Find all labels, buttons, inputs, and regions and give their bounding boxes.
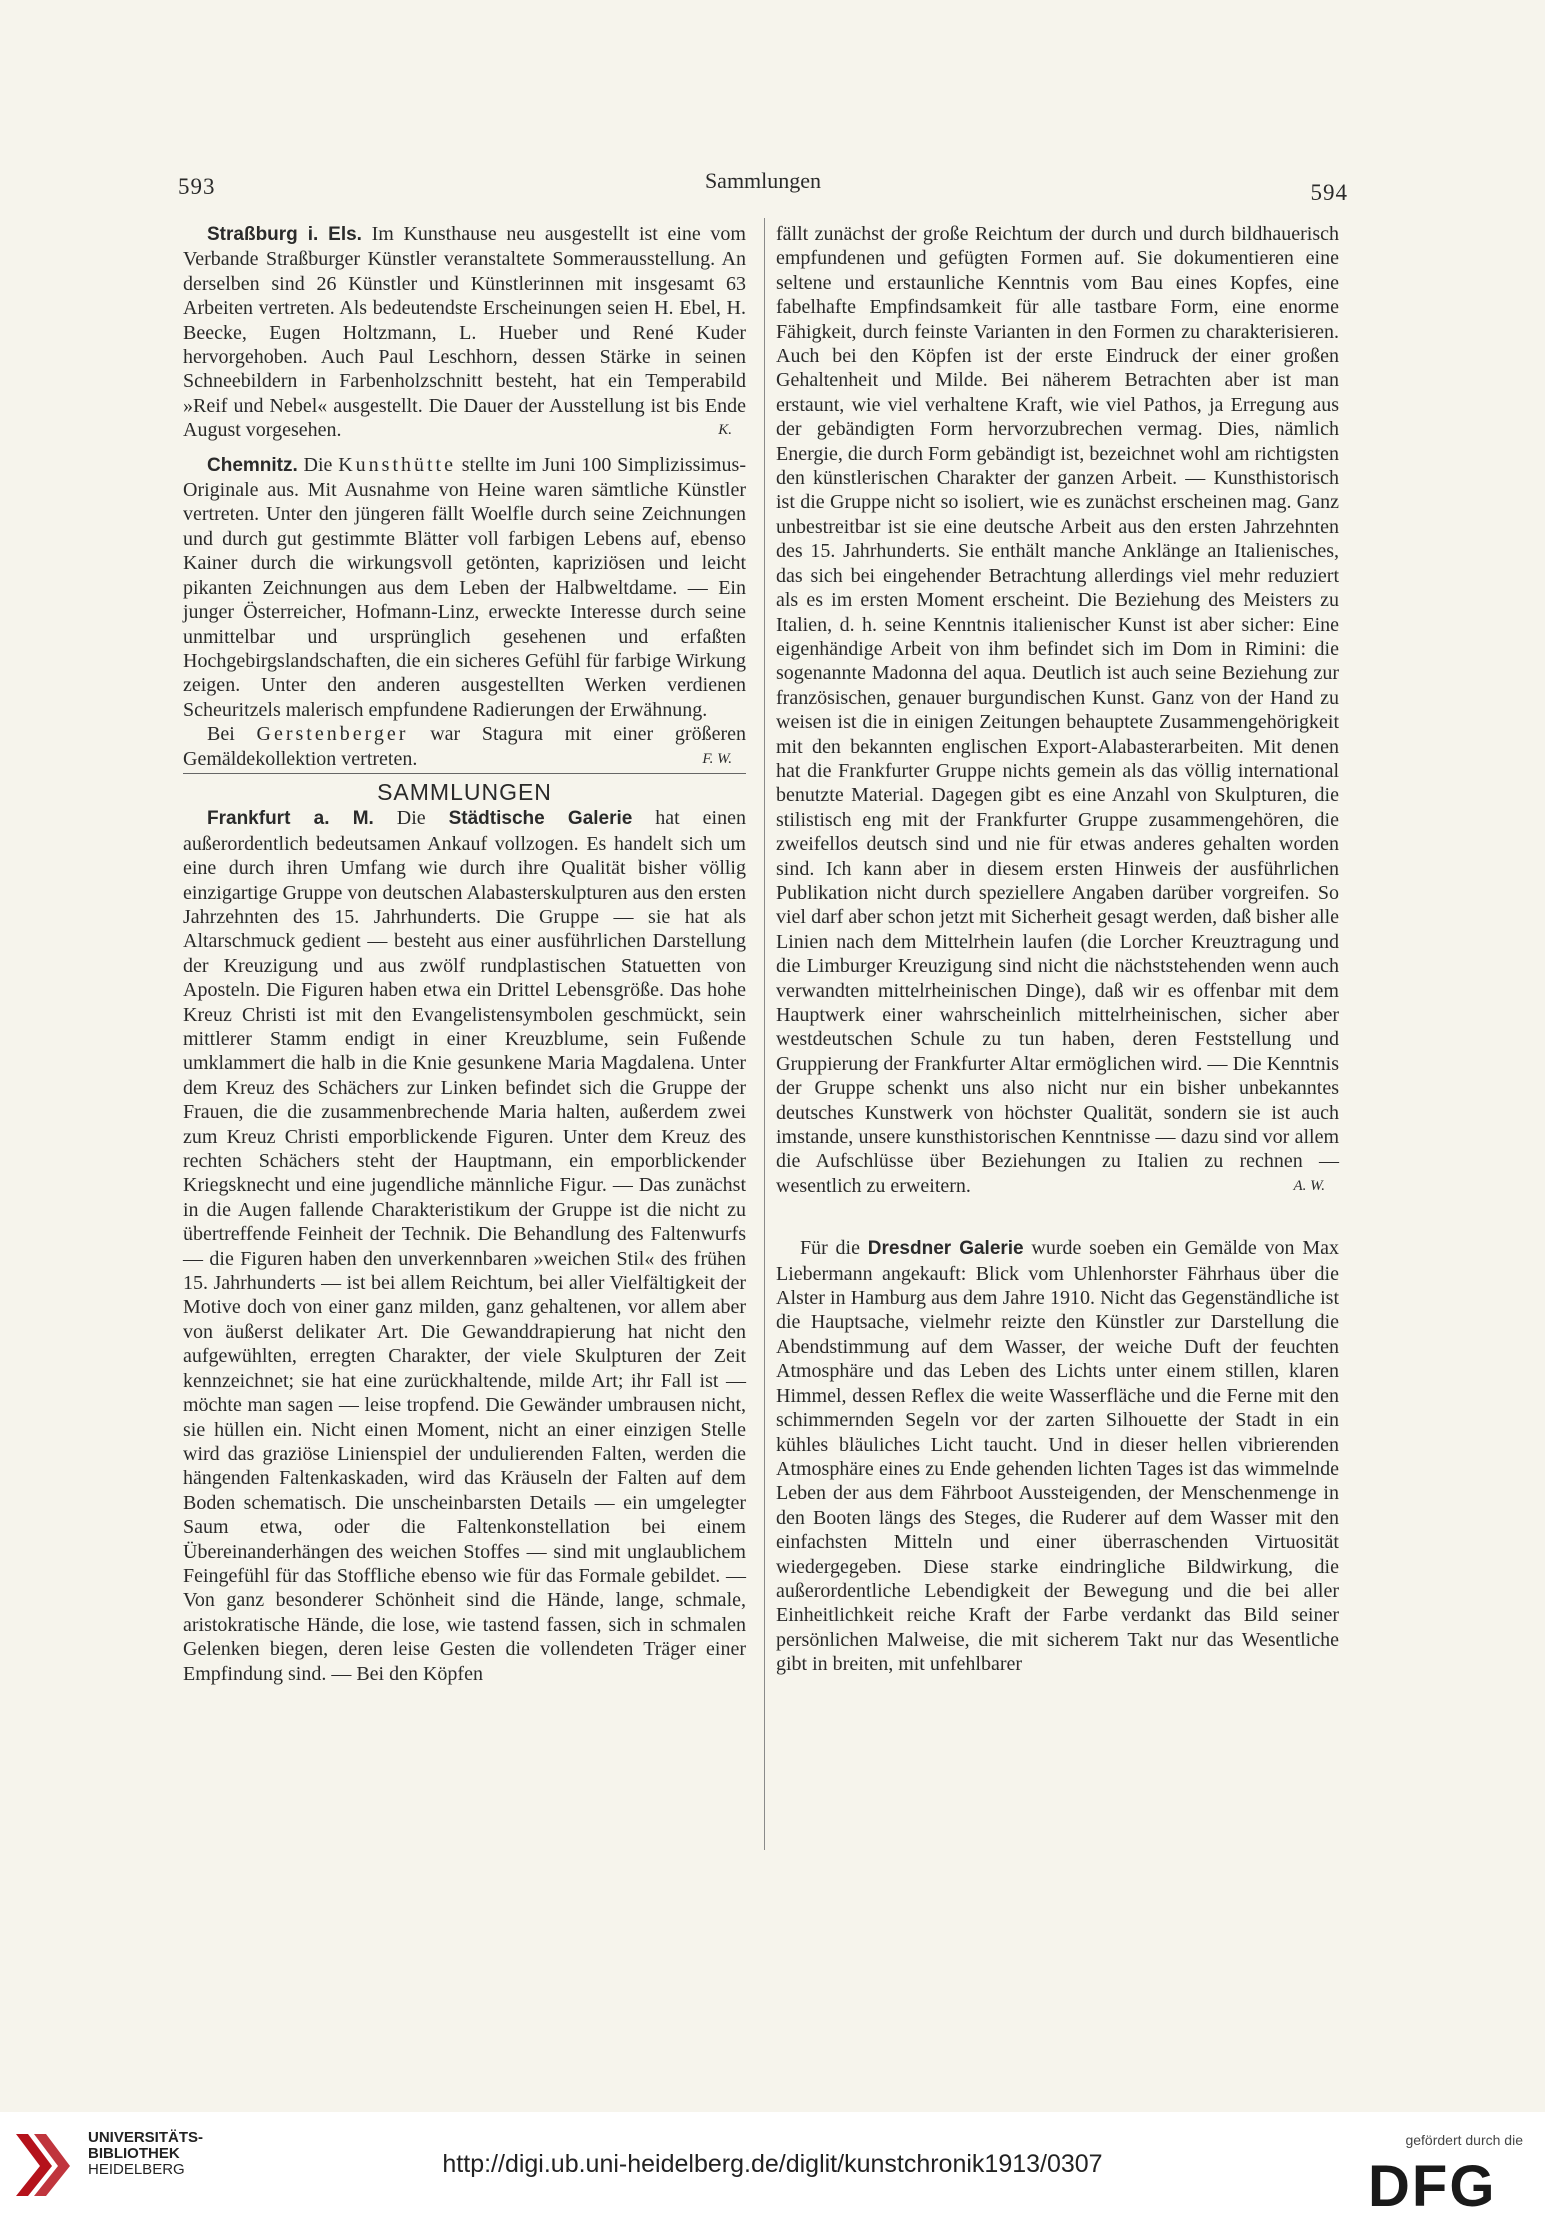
article-text: hat einen außerordentlich bedeutsamen Ankauf vollzogen. Es handelt sich um eine durch ihren Umfang wie durch ihre Qualität bisher völlig einzigartige Gruppe von deutschen Alabasterskulpturen aus den ersten Jahrzehnten des 15. Jahrhunderts. Die Gruppe — sie hat als Altarschmuck gedient — besteht aus einer ausführlichen Darstellung der Kreuzigung und aus zwölf rundplastischen Statuetten von Aposteln. Die Figuren haben etwa ein Drittel Lebensgröße. Das hohe Kreuz Christi ist mit den Evangelistensymbolen geschmückt, sein mittlerer Stamm endigt in einer Kreuzblume, sein Fußende umklammert die halb in die Knie gesunkene Maria Magdalena. Unter dem Kreuz des Schächers zur Linken befindet sich die Gruppe der Frauen, die die zusammenbrechende Maria halten, außerdem zwei zum Kreuz Christi emporblickende Figuren. Unter dem Kreuz des rechten Schächers steht der Hauptmann, ein emporblickender Kriegsknecht und eine jugendliche männliche Figur. — Das zunächst in die Augen fallende Charakteristikum der Gruppe ist die nicht zu übertreffende Feinheit der Technik. Die Behandlung des Faltenwurfs — die Figuren haben den unverkennbaren »weichen Stil« des frühen 15. Jahrhunderts — ist bei allem Reichtum, bei aller Vielfältigkeit der Motive doch von einer ganz milden, ganz gehaltenen, vor allem aber von äußerst delikater Art. Die Gewanddrapierung hat nicht den aufgewühlten, erregten Charakter, der viele Skulpturen der Zeit kennzeichnet; sie hat eine zurückhaltende, milde Art; ihr Fall ist — möchte man sagen — leise tropfend. Die Gewänder umbrausen nicht, sie hüllen ein. Nicht einen Moment, nicht an einer einzigen Stelle wird das graziöse Linienspiel der undulierenden Falten, werden die hängenden Faltenkaskaden, wird das Kräuseln der Falten auf dem Boden schematisch. Die unscheinbarsten Details — ein umgelegter Saum etwa, oder die Faltenkonstellation bei einem Übereinanderhängen des weichen Stoffes — sind mit unglaublichem Feingefühl für das Stoffliche ebenso wie für das Formale gebildet. — Von ganz besonderer Schönheit sind die Hände, lange, schmale, aristokratische Hände, die lose, wie tastend fassen, sich in schmalen Gelenken biegen, deren leise Gesten die vollendeten Träger einer Empfindung sind. — Bei den Köpfen — [183, 807, 746, 1685]
column-divider — [764, 218, 765, 1850]
author-signature: A. W. — [1293, 1177, 1325, 1194]
spaced-name: Kunsthütte — [338, 453, 456, 476]
library-name-line: UNIVERSITÄTS- — [88, 2129, 204, 2146]
section-rule — [183, 773, 746, 774]
article-frankfurt — [183, 806, 746, 1686]
article-text: stellte im Juni 100 Simplizissimus-Originale aus. Mit Ausnahme von Heine waren sämtliche Künstler vertreten. Unter den jüngeren fällt Woelfle durch seine Zeichnungen und durch gut gestimmte Blätter voll farbigen Lebens auf, ebenso Kainer durch die wirkungsvoll getönten, kapriziösen und leicht pikanten Zeichnungen aus dem Leben der Halbweltdame. — Ein junger Österreicher, Hofmann-Linz, erweckte Interesse durch seine unmittelbar und ursprünglich gesehenen und erfaßten Hochgebirgslandschaften, die ein sicheres Gefühl für farbige Wirkung zeigen. Unter den anderen ausgestellten Werken verdienen Scheuritzels malerisch empfundene Radierungen der Erwähnung. — [183, 453, 746, 721]
article-text: Die — [373, 807, 449, 830]
right-column — [776, 222, 1339, 1677]
article-strassburg — [183, 222, 746, 443]
author-signature: F. W. — [702, 750, 732, 767]
article-gerstenberger — [183, 722, 746, 771]
permalink-url[interactable]: http://digi.ub.uni-heidelberg.de/diglit/kunstchronik1913/0307 — [442, 2150, 1103, 2178]
library-name-line: BIBLIOTHEK — [88, 2145, 180, 2162]
page-number-left: 593 — [178, 174, 216, 199]
funding-label: gefördert durch die — [1405, 2132, 1523, 2148]
article-text: Die — [297, 453, 339, 476]
footer-bar — [0, 2112, 1545, 2228]
article-text: wurde soeben ein Gemälde von Max Liebermann angekauft: Blick vom Uhlenhorster Fährhaus über die Alster in Hamburg aus dem Jahre 1910. Nicht das Gegenständliche ist die Hauptsache, vielmehr reizte den Künstler zur Darstellung die Abendstimmung auf dem Wasser, der weiche Duft der feuchten Atmosphäre und das Leben des Lichts unter einem stillen, klaren Himmel, dessen Reflex die weite Wasserfläche und die Ferne mit den schimmernden Segeln vor der zarten Silhouette der Stadt in ein kühles bläuliches Licht taucht. Und in dieser hellen vibrierenden Atmosphäre eines zu Ende gehenden lichten Tages ist das wimmelnde Leben der aus dem Fährboot Aussteigenden, der Menschenmenge in den Booten längs des Steges, die Ruderer auf dem Wasser mit den einfachsten Mitteln und einer überraschenden Virtuosität wiedergegeben. Diese starke eindringliche Bildwirkung, die außerordentliche Lebendigkeit der Bewegung und die bei aller Einheitlichkeit reiche Kraft der Farbe verdankt das Bild seiner persönlichen Malweise, die mit sicherem Takt nur das Wesentliche gibt in breiten, mit unfehlbarer — [776, 1237, 1339, 1676]
article-text: fällt zunächst der große Reichtum der durch und durch bildhauerisch empfundenen und gefügten Formen auf. Sie dokumentieren eine seltene und erstaunliche Kenntnis vom Bau eines Kopfes, eine fabelhafte Empfindsamkeit für alle tastbare Form, eine enorme Fähigkeit, durch feinste Varianten in den Formen zu charakterisieren. Auch bei den Köpfen ist der erste Eindruck der einer großen Gehaltenheit und Milde. Bei näherem Betrachten aber ist man erstaunt, wie viel verhaltene Kraft, wie viel Pathos, ja Erregung aus der gebändigten Form hervorzubrechen vermag. Dies, nämlich Energie, die durch Form gebändigt ist, bezeichnet wohl am richtigsten den künstlerischen Charakter der ganzen Arbeit. — Kunsthistorisch ist die Gruppe nicht so isoliert, wie es zunächst erscheinen mag. Ganz unbestreitbar ist sie eine deutsche Arbeit aus den ersten Jahrzehnten des 15. Jahrhunderts. Sie enthält manche Anklänge an Italienisches, das sich bei eingehender Betrachtung allerdings viel mehr reduziert als es im ersten Moment erscheint. Die Beziehung des Meisters zu Italien, d. h. seine Kenntnis italienischer Kunst ist aber sicher: Eine eigenhändige Arbeit von ihm befindet sich im Dom in Rimini: die sogenannte Madonna del aqua. Deutlich ist auch seine Beziehung zur französischen, genauer burgundischen Kunst. Ganz von der Hand zu weisen ist die in einigen Zeitungen behauptete Zusammengehörigkeit mit den bekannten englischen Export-Alabasterarbeiten. Mit denen hat die Frankfurter Gruppe nichts gemein als das völlig international benutzte Material. Dagegen gibt es eine Anzahl von Skulpturen, die stilistisch eng mit der Frankfurter Gruppe zusammengehören, die zweifellos deutsch sind und nie für etwas anderes gehalten worden sind. Ich kann aber in diesem ersten Hinweis der ausführlichen Publikation nicht durch speziellere Angaben darüber vorgreifen. So viel darf aber schon jetzt mit Sicherheit gesagt werden, daß bisher alle Linien nach dem Mittelrhein laufen (die Lorcher Kreuztragung und die Limburger Kreuzigung sind nicht die nächststehenden wenn auch verwandten mittelrheinischen Dinge), daß wir es offenbar mit dem Hauptwerk einer wahrscheinlich mittelrheinischen, sicher aber westdeutschen Schule zu tun haben, deren Feststellung und Gruppierung der Frankfurter Altar ermöglichen wird. — Die Kenntnis der Gruppe schenkt uns also nicht nur ein bisher unbekanntes deutsches Kunstwerk von höchster Qualität, sondern sie ist auch imstande, unsere kunsthistorischen Kenntnisse — dazu sind vor allem die Aufschlüsse über Beziehungen zu Italien zu rechnen — wesentlich zu erweitern. — [776, 223, 1339, 1197]
running-title: Sammlungen — [704, 168, 822, 193]
institution-name: Städtische Galerie — [448, 808, 633, 830]
dfg-logo-text: DFG — [1368, 2156, 1497, 2212]
spaced-name: Gerstenberger — [256, 723, 409, 746]
author-signature: K. — [718, 422, 732, 439]
place-heading: Frankfurt a. M. — [207, 808, 374, 830]
article-dresden — [776, 1236, 1339, 1676]
place-heading: Straßburg i. Els. — [207, 224, 362, 245]
article-text: war Stagura mit einer größeren Gemäldekollektion vertreten. — [183, 723, 746, 770]
section-heading: SAMMLUNGEN — [377, 778, 552, 805]
page-header — [178, 168, 1348, 208]
dfg-logo-icon — [1368, 2156, 1523, 2212]
left-column — [183, 222, 746, 1686]
library-name-line: HEIDELBERG — [88, 2161, 185, 2178]
institution-name: Dresdner Galerie — [867, 1238, 1024, 1260]
place-heading: Chemnitz. — [207, 454, 298, 476]
page-number-right: 594 — [1310, 180, 1348, 205]
article-chemnitz — [183, 453, 746, 722]
article-text: Im Kunsthause neu ausgestellt ist eine vom Verbande Straßburger Künstler veranstaltete Sommerausstellung. An derselben sind 26 Künstler und Künstlerinnen mit insgesamt 63 Arbeiten vertreten. Als bedeutendste Erscheinungen seien H. Ebel, H. Beecke, Eugen Holtzmann, L. Hueber und René Kuder hervorgehoben. Auch Paul Leschhorn, dessen Stärke in seinen Schneebildern in Farbenholzschnitt besteht, hat ein Temperabild »Reif und Nebel« ausgestellt. Die Dauer der Ausstellung ist bis Ende August vorgesehen. — [183, 223, 746, 442]
article-text: Für die — [800, 1237, 868, 1260]
article-text: Bei — [207, 723, 257, 746]
article-frankfurt-continued — [776, 222, 1339, 1198]
